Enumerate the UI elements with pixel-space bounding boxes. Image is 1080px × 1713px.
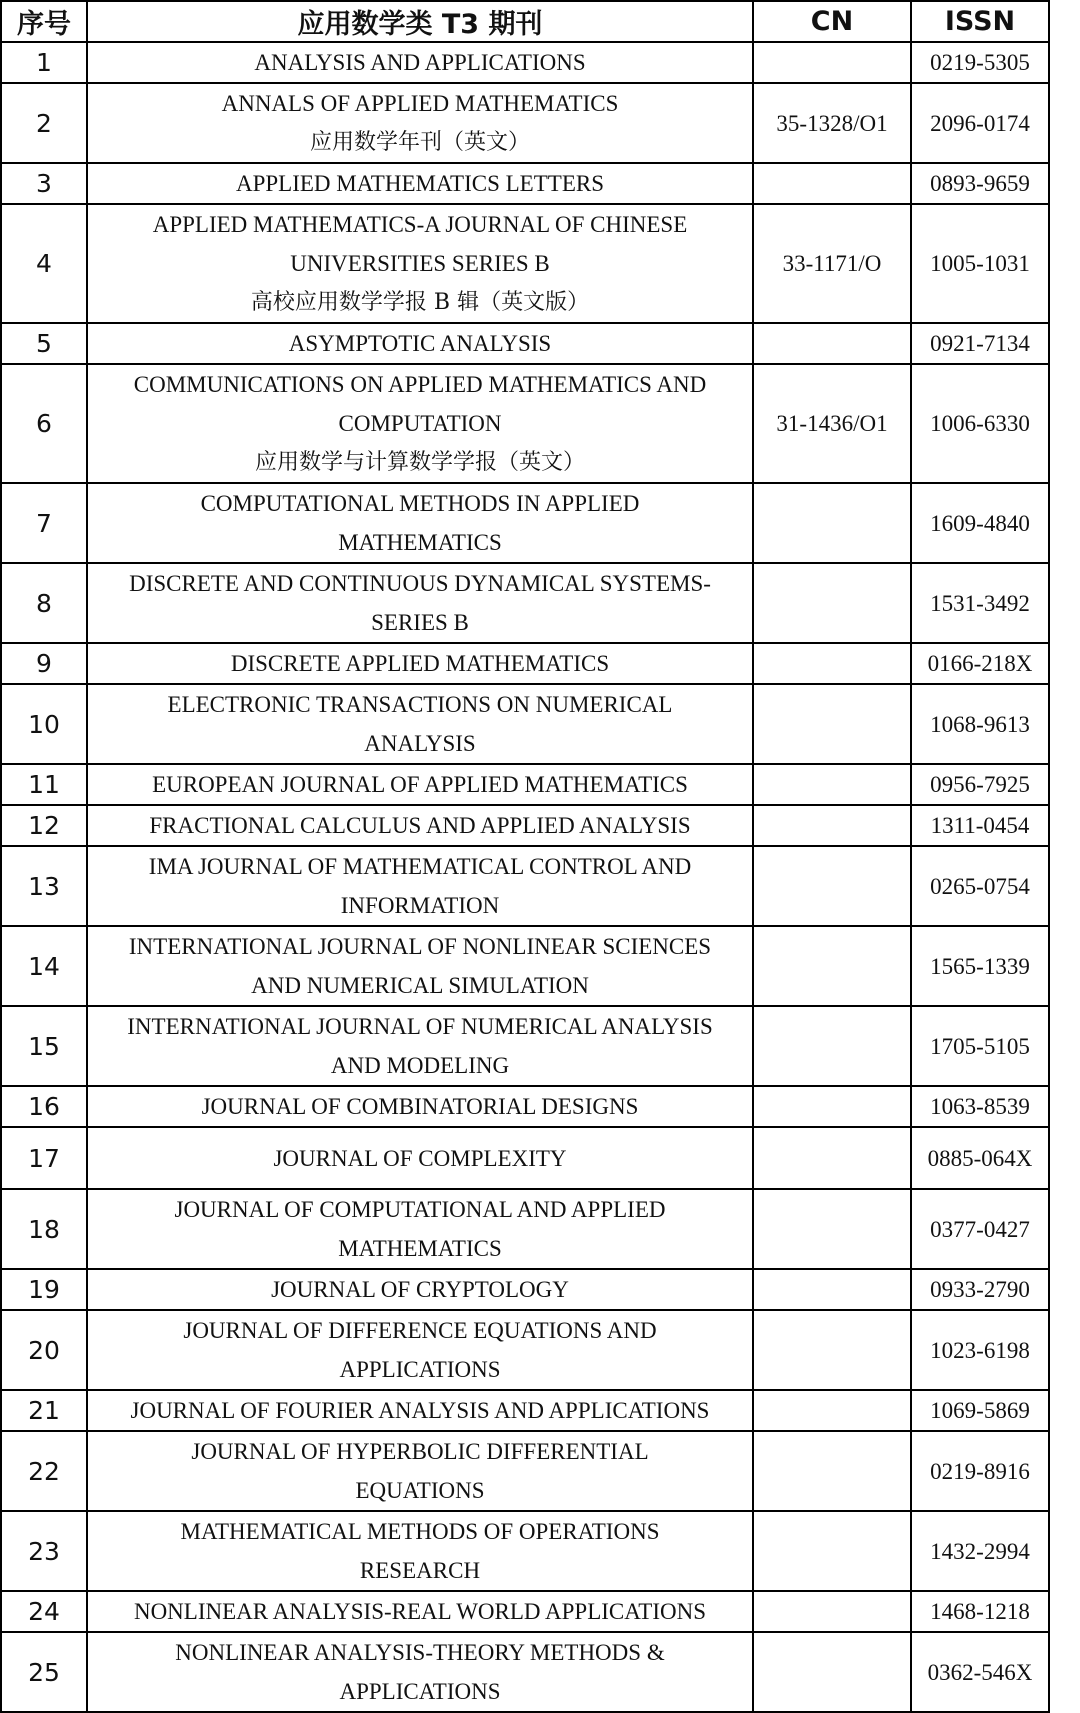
issn-code: 0933-2790 <box>911 1269 1049 1310</box>
issn-code: 1468-1218 <box>911 1591 1049 1632</box>
journal-title <box>87 1086 753 1127</box>
journal-title-line: ELECTRONIC TRANSACTIONS ON NUMERICAL <box>167 692 673 717</box>
table-row <box>1 323 1049 364</box>
journal-title-line: JOURNAL OF FOURIER ANALYSIS AND APPLICATIONS <box>130 1398 710 1423</box>
row-number: 13 <box>1 846 87 926</box>
journal-title-line: UNIVERSITIES SERIES B <box>290 251 550 276</box>
table-row <box>1 83 1049 163</box>
journal-title-line: JOURNAL OF COMBINATORIAL DESIGNS <box>201 1094 639 1119</box>
journal-title-line: SERIES B <box>371 610 469 635</box>
journal-title-chinese: 高校应用数学学报 B 辑（英文版） <box>250 290 590 315</box>
journal-title-line: APPLICATIONS <box>339 1679 501 1704</box>
cn-code <box>753 1269 911 1310</box>
cn-code <box>753 643 911 684</box>
issn-code: 1023-6198 <box>911 1310 1049 1390</box>
journal-title-line: JOURNAL OF HYPERBOLIC DIFFERENTIAL <box>191 1439 649 1464</box>
row-number: 21 <box>1 1390 87 1431</box>
row-number: 20 <box>1 1310 87 1390</box>
row-number: 22 <box>1 1431 87 1511</box>
journal-title-line: DISCRETE APPLIED MATHEMATICS <box>230 651 610 676</box>
issn-code: 1068-9613 <box>911 684 1049 764</box>
row-number: 4 <box>1 204 87 323</box>
table-row <box>1 563 1049 643</box>
table-row <box>1 1269 1049 1310</box>
table-row <box>1 1310 1049 1390</box>
row-number: 6 <box>1 364 87 483</box>
journal-title-line: JOURNAL OF COMPUTATIONAL AND APPLIED <box>174 1197 666 1222</box>
cn-code <box>753 42 911 83</box>
table-header-row <box>1 1 1049 42</box>
table-row <box>1 1390 1049 1431</box>
journal-title <box>87 1310 753 1390</box>
table-row <box>1 364 1049 483</box>
issn-code: 2096-0174 <box>911 83 1049 163</box>
cn-code <box>753 805 911 846</box>
journal-title <box>87 805 753 846</box>
journal-title-line: DISCRETE AND CONTINUOUS DYNAMICAL SYSTEMS- <box>129 571 711 596</box>
table-row <box>1 1511 1049 1591</box>
issn-code: 1069-5869 <box>911 1390 1049 1431</box>
row-number: 8 <box>1 563 87 643</box>
row-number: 3 <box>1 163 87 204</box>
cn-code <box>753 1431 911 1511</box>
issn-code: 0362-546X <box>911 1632 1049 1712</box>
journal-title-line: MATHEMATICAL METHODS OF OPERATIONS <box>180 1519 660 1544</box>
row-number: 17 <box>1 1127 87 1189</box>
table-row <box>1 846 1049 926</box>
journal-title-line: AND NUMERICAL SIMULATION <box>251 973 589 998</box>
journal-title-line: MATHEMATICS <box>338 1236 502 1261</box>
table-row <box>1 483 1049 563</box>
issn-code: 0885-064X <box>911 1127 1049 1189</box>
table-row <box>1 1127 1049 1189</box>
header-cn: CN <box>753 1 911 42</box>
cn-code <box>753 1127 911 1189</box>
journal-title-line: RESEARCH <box>359 1558 481 1583</box>
row-number: 10 <box>1 684 87 764</box>
journal-title-line: COMMUNICATIONS ON APPLIED MATHEMATICS AND <box>133 372 707 397</box>
journal-title-line: EQUATIONS <box>355 1478 485 1503</box>
row-number: 24 <box>1 1591 87 1632</box>
row-number: 16 <box>1 1086 87 1127</box>
journal-title-line: INTERNATIONAL JOURNAL OF NONLINEAR SCIENCES <box>128 934 712 959</box>
issn-code: 1063-8539 <box>911 1086 1049 1127</box>
journal-title <box>87 1390 753 1431</box>
table-row <box>1 204 1049 323</box>
row-number: 2 <box>1 83 87 163</box>
journal-title-chinese: 应用数学与计算数学学报（英文） <box>254 450 585 475</box>
journal-title-line: ASYMPTOTIC ANALYSIS <box>288 331 552 356</box>
row-number: 9 <box>1 643 87 684</box>
issn-code: 1005-1031 <box>911 204 1049 323</box>
cn-code <box>753 1390 911 1431</box>
journal-title-line: MATHEMATICS <box>338 530 502 555</box>
cn-code <box>753 764 911 805</box>
journal-title-line: ANNALS OF APPLIED MATHEMATICS <box>221 91 619 116</box>
issn-code: 0956-7925 <box>911 764 1049 805</box>
table-row <box>1 42 1049 83</box>
row-number: 1 <box>1 42 87 83</box>
issn-code: 0265-0754 <box>911 846 1049 926</box>
table-row <box>1 1632 1049 1712</box>
row-number: 18 <box>1 1189 87 1269</box>
cn-code <box>753 1086 911 1127</box>
table-row <box>1 163 1049 204</box>
issn-code: 1311-0454 <box>911 805 1049 846</box>
row-number: 11 <box>1 764 87 805</box>
row-number: 15 <box>1 1006 87 1086</box>
journal-title <box>87 1127 753 1189</box>
journal-title-line: JOURNAL OF COMPLEXITY <box>273 1145 567 1171</box>
journal-title <box>87 1591 753 1632</box>
table-row <box>1 684 1049 764</box>
journal-title <box>87 323 753 364</box>
cn-code: 31-1436/O1 <box>753 364 911 483</box>
issn-code: 0219-5305 <box>911 42 1049 83</box>
journal-title-line: APPLIED MATHEMATICS LETTERS <box>235 171 604 196</box>
journal-title-line: NONLINEAR ANALYSIS-THEORY METHODS & <box>175 1640 665 1665</box>
cn-code <box>753 846 911 926</box>
journal-title-line: COMPUTATIONAL METHODS IN APPLIED <box>200 491 640 516</box>
journal-title-line: INTERNATIONAL JOURNAL OF NUMERICAL ANALYSIS <box>127 1014 713 1039</box>
journal-title <box>87 846 753 926</box>
cn-code <box>753 323 911 364</box>
journal-title <box>87 204 753 323</box>
table-row <box>1 1189 1049 1269</box>
issn-code: 0921-7134 <box>911 323 1049 364</box>
journal-title-line: AND MODELING <box>330 1053 510 1078</box>
issn-code: 0893-9659 <box>911 163 1049 204</box>
journal-title <box>87 42 753 83</box>
row-number: 5 <box>1 323 87 364</box>
table-row <box>1 1591 1049 1632</box>
cn-code <box>753 1189 911 1269</box>
cn-code <box>753 163 911 204</box>
journal-title-line: JOURNAL OF CRYPTOLOGY <box>271 1277 569 1302</box>
issn-code: 1432-2994 <box>911 1511 1049 1591</box>
journal-title <box>87 483 753 563</box>
issn-code: 1565-1339 <box>911 926 1049 1006</box>
journal-title <box>87 926 753 1006</box>
issn-code: 0377-0427 <box>911 1189 1049 1269</box>
issn-code: 1705-5105 <box>911 1006 1049 1086</box>
journal-title-line: ANALYSIS AND APPLICATIONS <box>254 50 586 75</box>
row-number: 12 <box>1 805 87 846</box>
cn-code <box>753 926 911 1006</box>
row-number: 7 <box>1 483 87 563</box>
journal-title-line: INFORMATION <box>340 893 500 918</box>
journal-title <box>87 1189 753 1269</box>
cn-code <box>753 1511 911 1591</box>
issn-code: 0219-8916 <box>911 1431 1049 1511</box>
journal-title <box>87 1632 753 1712</box>
issn-code: 1006-6330 <box>911 364 1049 483</box>
cn-code <box>753 684 911 764</box>
row-number: 25 <box>1 1632 87 1712</box>
row-number: 19 <box>1 1269 87 1310</box>
cn-code <box>753 483 911 563</box>
journal-title-line: JOURNAL OF DIFFERENCE EQUATIONS AND <box>183 1318 657 1343</box>
table-row <box>1 1086 1049 1127</box>
journal-title <box>87 684 753 764</box>
journal-title <box>87 764 753 805</box>
cn-code <box>753 1006 911 1086</box>
journal-title <box>87 1511 753 1591</box>
journal-title <box>87 1431 753 1511</box>
journal-title <box>87 563 753 643</box>
journal-title <box>87 364 753 483</box>
journal-title-chinese: 应用数学年刊（英文） <box>309 130 530 155</box>
journal-title <box>87 1006 753 1086</box>
table-row <box>1 805 1049 846</box>
table-row <box>1 926 1049 1006</box>
journal-title <box>87 1269 753 1310</box>
table-row <box>1 643 1049 684</box>
journal-title-line: COMPUTATION <box>338 411 502 436</box>
header-title: 应用数学类 T3 期刊 <box>87 1 753 42</box>
row-number: 14 <box>1 926 87 1006</box>
table-row <box>1 1006 1049 1086</box>
cn-code <box>753 563 911 643</box>
journal-title-line: ANALYSIS <box>364 731 476 756</box>
cn-code: 33-1171/O <box>753 204 911 323</box>
cn-code <box>753 1632 911 1712</box>
table-row <box>1 1431 1049 1511</box>
cn-code <box>753 1591 911 1632</box>
journal-title <box>87 163 753 204</box>
row-number: 23 <box>1 1511 87 1591</box>
table-row <box>1 764 1049 805</box>
journal-title <box>87 83 753 163</box>
journal-title-line: EUROPEAN JOURNAL OF APPLIED MATHEMATICS <box>152 772 688 797</box>
journal-title-line: NONLINEAR ANALYSIS-REAL WORLD APPLICATIONS <box>133 1599 707 1624</box>
issn-code: 1609-4840 <box>911 483 1049 563</box>
cn-code <box>753 1310 911 1390</box>
journal-title-line: FRACTIONAL CALCULUS AND APPLIED ANALYSIS <box>149 813 691 838</box>
header-num: 序号 <box>1 1 87 42</box>
header-issn: ISSN <box>911 1 1049 42</box>
journal-title-line: APPLICATIONS <box>339 1357 501 1382</box>
cn-code: 35-1328/O1 <box>753 83 911 163</box>
table-body <box>1 42 1049 1712</box>
issn-code: 0166-218X <box>911 643 1049 684</box>
journal-title-line: IMA JOURNAL OF MATHEMATICAL CONTROL AND <box>148 854 692 879</box>
journal-title-line: APPLIED MATHEMATICS-A JOURNAL OF CHINESE <box>152 212 688 237</box>
issn-code: 1531-3492 <box>911 563 1049 643</box>
journal-title <box>87 643 753 684</box>
